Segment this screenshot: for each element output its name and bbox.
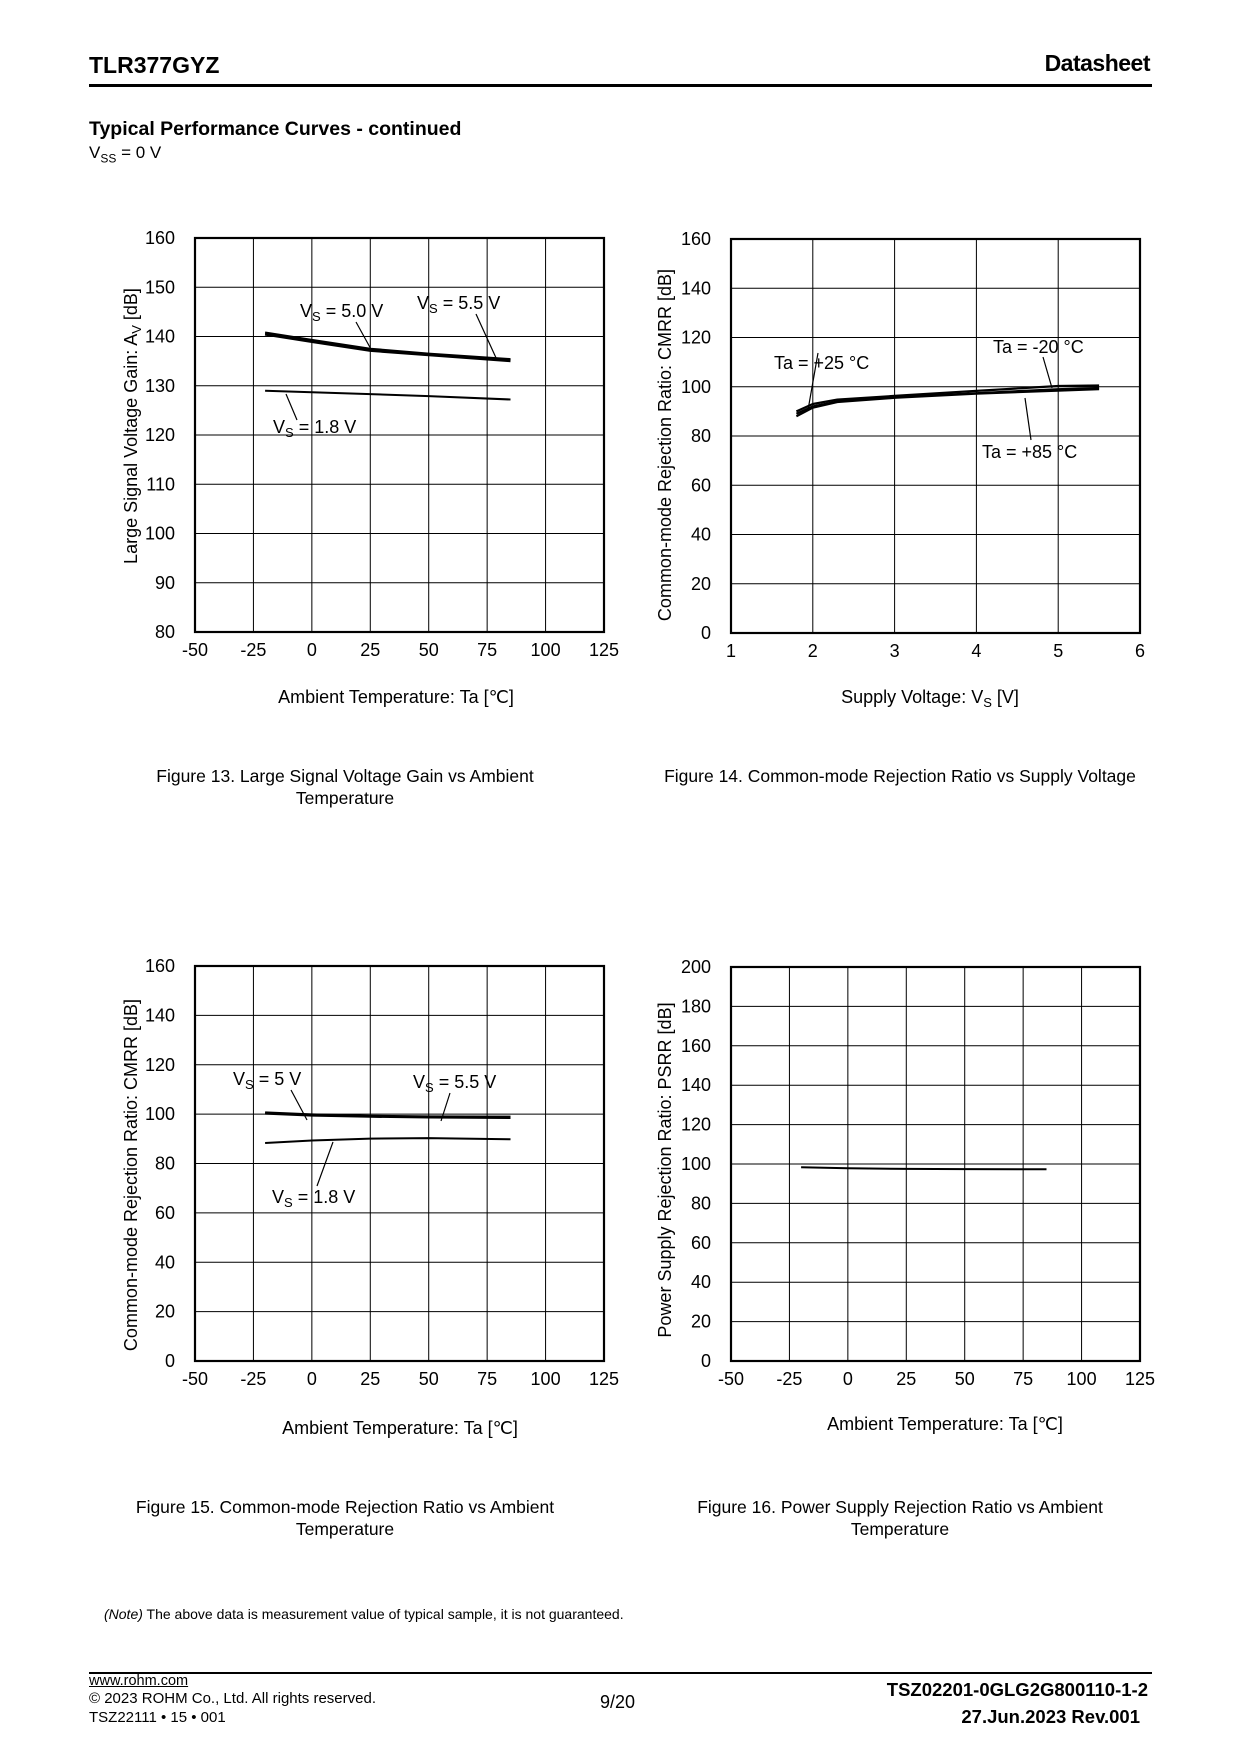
figure-13-xtick-label: 0: [306, 640, 317, 660]
figure-15-xtick-label: 75: [477, 1369, 498, 1389]
figure-15-ytick-label: 20: [154, 1301, 175, 1322]
figure-16-xtick-label: -25: [776, 1369, 803, 1389]
figure-13-annotation-vs55: $V_S = 5.5$ V: [417, 293, 501, 316]
note-text: The above data is measurement value of typical sample, it is not guaranteed.: [142, 1606, 624, 1622]
figure-16-ytick-label: 80: [690, 1193, 711, 1214]
figure-14-xtick-label: 5: [1053, 641, 1064, 661]
figure-16-xtick-label: -50: [717, 1369, 745, 1389]
figure-14-xtick-label: 2: [807, 641, 818, 661]
page-number: 9/20: [600, 1692, 636, 1712]
figure-15-xtick-label: -25: [240, 1369, 267, 1389]
figure-16-ytick-label: 160: [680, 1035, 711, 1056]
figure-14-ytick-label: 160: [680, 229, 711, 249]
figure-16-xtick-label: 25: [896, 1369, 917, 1389]
figure-16-ytick-label: 60: [690, 1232, 711, 1253]
condition-main: V: [89, 143, 101, 162]
figure-13-xtick-label: 25: [360, 640, 381, 660]
figure-14-ytick-label: 80: [690, 426, 711, 446]
figure-13-ytick-label: 150: [144, 277, 175, 298]
figure-14-chart: [655, 229, 1145, 710]
figure-16-xlabel: Ambient Temperature: Ta [℃]: [827, 1414, 1063, 1434]
document-number: TSZ02201-0GLG2G800110-1-2: [886, 1679, 1148, 1700]
footer-rule: [89, 1672, 1152, 1674]
figure-13-xtick-label: 50: [418, 640, 439, 660]
figure-13-chart: [121, 228, 619, 707]
condition-rest: = 0 V: [116, 143, 162, 162]
figure-16-ytick-label: 180: [680, 996, 711, 1017]
figure-14-xtick-label: 4: [971, 641, 982, 661]
figure-13-xtick-label: 75: [477, 640, 498, 660]
figure-15-ytick-label: 40: [154, 1252, 175, 1273]
figure-16-chart: [655, 957, 1155, 1434]
figure-15-ytick-label: 80: [154, 1153, 175, 1174]
figure-14-xtick-label: 1: [725, 641, 737, 661]
figure-14-ytick-label: 20: [690, 573, 711, 594]
figure-14-ytick-label: 140: [680, 278, 711, 299]
figure-13-leader-vs18: [286, 394, 297, 420]
figure-16-ytick-label: 120: [680, 1114, 711, 1135]
figure-15-xtick-label: 25: [360, 1369, 381, 1389]
figure-13-xtick-label: 125: [588, 640, 620, 660]
figure-16-ylabel: Power Supply Rejection Ratio: PSRR [dB]: [655, 1002, 675, 1338]
figure-14-ylabel: Common-mode Rejection Ratio: CMRR [dB]: [655, 268, 675, 622]
figure-14-xtick-label: 3: [889, 641, 900, 661]
figure-13-ytick-label: 160: [144, 228, 175, 248]
figure-13-ytick-label: 100: [144, 523, 175, 544]
figure-13-annotation-vs18: $V_S = 1.8$ V: [273, 417, 357, 440]
figure-14-xtick-label: 6: [1134, 641, 1146, 661]
figure-15-ylabel: Common-mode Rejection Ratio: CMRR [dB]: [121, 998, 141, 1352]
figure-16-ytick-label: 200: [680, 957, 711, 977]
footer-code: TSZ22111 • 15 • 001: [89, 1709, 226, 1726]
figure-16-ytick-label: 40: [690, 1272, 711, 1293]
figure-15-ytick-label: 60: [154, 1202, 175, 1223]
figure-16-ytick-label: 100: [680, 1154, 711, 1174]
figure-16-xtick-label: 75: [1013, 1369, 1034, 1389]
figure-16-ytick-label: 140: [680, 1075, 711, 1096]
figure-13-xtick-label: 100: [530, 640, 561, 660]
figure-16-xtick-label: 125: [1124, 1369, 1156, 1389]
figure-13-xtick-label: -25: [240, 640, 267, 660]
note: [104, 1606, 624, 1622]
figure-16-xtick-label: 100: [1066, 1369, 1097, 1389]
figure-15-ytick-label: 160: [144, 956, 175, 976]
document-type: Datasheet: [1044, 50, 1150, 76]
figure-16-ytick-label: 0: [700, 1351, 711, 1371]
figure-13-xlabel: Ambient Temperature: Ta [℃]: [278, 687, 514, 707]
figure-15-annotation-vs18: $V_S = 1.8$ V: [272, 1187, 356, 1210]
figure-15-ytick-label: 120: [144, 1054, 175, 1075]
figure-15-ytick-label: 140: [144, 1005, 175, 1026]
figure-14-ytick-label: 120: [680, 327, 711, 348]
figure-15-series-3: [265, 1138, 510, 1143]
figure-14-ytick-label: 100: [680, 376, 711, 397]
figure-13-ytick-label: 90: [154, 572, 175, 593]
figure-15-chart: [121, 956, 619, 1438]
figure-16-caption: Figure 16. Power Supply Rejection Ratio vs Ambient Temperature: [697, 1497, 1103, 1539]
document-date-revision: 27.Jun.2023 Rev.001: [961, 1706, 1140, 1727]
figure-14-xlabel: Supply Voltage: $V_S$ [V]: [841, 687, 1019, 710]
figure-14-annotation-ta25: Ta = +25 °C: [774, 353, 870, 373]
figure-14-ytick-label: 40: [690, 524, 711, 545]
figure-15-xtick-label: -50: [181, 1369, 209, 1389]
footer-copyright: © 2023 ROHM Co., Ltd. All rights reserved.: [89, 1690, 376, 1707]
footer-website-link[interactable]: www.rohm.com: [89, 1673, 189, 1689]
figure-14-ytick-label: 60: [690, 475, 711, 496]
figure-14-leader-ta-20: [1043, 357, 1052, 388]
section-title: Typical Performance Curves - continued: [89, 118, 462, 140]
figure-15-xtick-label: 125: [588, 1369, 620, 1389]
figure-14-annotation-ta85: Ta = +85 °C: [982, 442, 1078, 462]
figure-14-ytick-label: 0: [700, 623, 711, 643]
note-prefix: (Note): [104, 1606, 143, 1622]
condition-sub: SS: [100, 151, 117, 166]
figure-13-ytick-label: 120: [144, 425, 175, 445]
figure-15-xtick-label: 0: [306, 1369, 317, 1389]
figure-13-caption: Figure 13. Large Signal Voltage Gain vs Ambient Temperature: [156, 766, 534, 808]
figure-15-annotation-vs5: $V_S = 5$ V: [233, 1069, 302, 1092]
figure-16-series-1: [801, 1167, 1046, 1169]
figure-15-annotation-vs55: $V_S = 5.5$ V: [413, 1072, 497, 1095]
figure-16-xtick-label: 50: [954, 1369, 975, 1389]
figure-13-xtick-label: -50: [181, 640, 209, 660]
figure-13-annotation-vs50: $V_S = 5.0$ V: [300, 301, 384, 324]
figure-14-leader-ta85: [1025, 398, 1031, 440]
figure-13-ylabel: Large Signal Voltage Gain: $A_V$ [dB]: [121, 288, 144, 564]
figure-13-ytick-label: 80: [154, 622, 175, 642]
figure-13-series-3: [265, 391, 510, 400]
figure-14-annotation-ta-20: Ta = -20 °C: [993, 337, 1084, 357]
figure-13-ytick-label: 110: [146, 474, 175, 495]
figure-15-xtick-label: 100: [530, 1369, 561, 1389]
figure-16-xtick-label: 0: [842, 1369, 853, 1389]
figure-15-xlabel: Ambient Temperature: Ta [℃]: [282, 1418, 518, 1438]
figure-15-ytick-label: 0: [164, 1351, 175, 1371]
figure-15-caption: Figure 15. Common-mode Rejection Ratio vs Ambient Temperature: [135, 1497, 555, 1539]
figure-15-ytick-label: 100: [144, 1104, 175, 1125]
figure-13-ytick-label: 140: [144, 326, 175, 347]
figure-13-ytick-label: 130: [144, 375, 175, 396]
figure-16-ytick-label: 20: [690, 1311, 711, 1332]
figure-14-caption: Figure 14. Common-mode Rejection Ratio vs Supply Voltage: [664, 766, 1136, 786]
figure-15-xtick-label: 50: [418, 1369, 439, 1389]
part-number: TLR377GYZ: [89, 52, 220, 78]
